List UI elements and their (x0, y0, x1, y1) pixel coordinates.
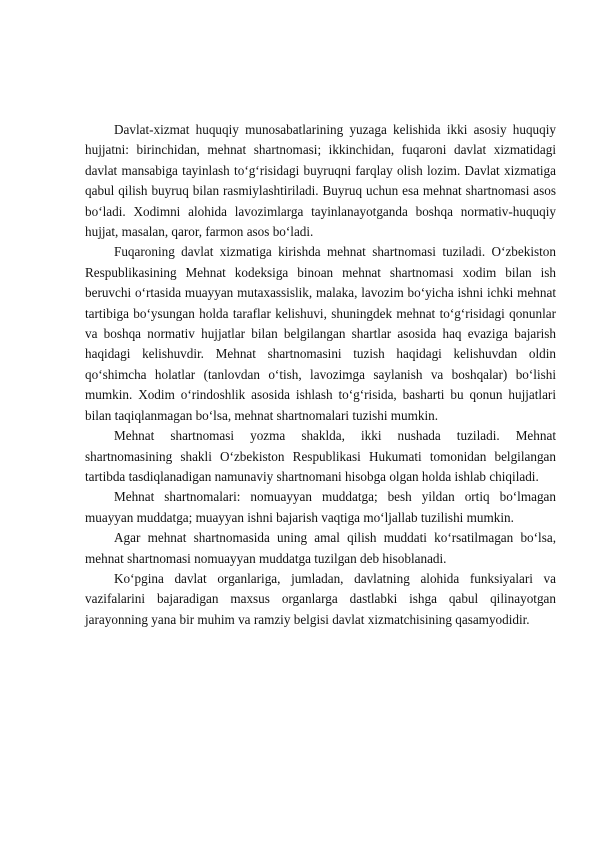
paragraph-3: Mehnat shartnomasi yozma shaklda, ikki nushada tuziladi. Mehnat shartnomasining shakli O‘zbekiston Respublikasi Hukumati tomonidan belgilangan tartibda tasdiqlanadigan namunaviy shartnomani hisobga olgan holda ishlab chiqiladi. (85, 428, 556, 484)
paragraph-4: Mehnat shartnomalari: nomuayyan muddatga; besh yildan ortiq bo‘lmagan muayyan muddatga; muayyan ishni bajarish vaqtiga mo‘ljallab tuzilishi mumkin. (85, 489, 556, 525)
paragraph-5: Agar mehnat shartnomasida uning amal qilish muddati ko‘rsatilmagan bo‘lsa, mehnat shartnomasi nomuayyan muddatga tuzilgan deb hisoblanadi. (85, 530, 556, 566)
body-text (85, 120, 556, 630)
paragraph-2: Fuqaroning davlat xizmatiga kirishda mehnat shartnomasi tuziladi. O‘zbekiston Respublikasining Mehnat kodeksiga binoan mehnat shartnomasi xodim bilan ish beruvchi o‘rtasida muayyan mutaxassislik, malaka, lavozim bo‘yicha ishni ichki mehnat tartibiga bo‘ysungan holda taraflar kelishuvi, shuningdek mehnat to‘g‘risidagi qonunlar va boshqa normativ hujjatlar bilan belgilangan shartlar asosida haq evaziga bajarish haqidagi kelishuvdir. Mehnat shartnomasini tuzish haqidagi kelishuvdan oldin qo‘shimcha holatlar (tanlovdan o‘tish, lavozimga saylanish va boshqalar) bo‘lishi mumkin. Xodim o‘rindoshlik asosida ishlash to‘g‘risida, basharti bu qonun hujjatlari bilan taqiqlanmagan bo‘lsa, mehnat shartnomalari tuzishi mumkin. (85, 244, 556, 423)
paragraph-6: Ko‘pgina davlat organlariga, jumladan, davlatning alohida funksiyalari va vazifalarini bajaradigan maxsus organlarga dastlabki ishga qabul qilinayotgan jarayonning yana bir muhim va ramziy belgisi davlat xizmatchisining qasamyodidir. (85, 570, 556, 627)
paragraph-1: Davlat-xizmat huquqiy munosabatlarining yuzaga kelishida ikki asosiy huquqiy hujjatni: birinchidan, mehnat shartnomasi; ikkinchidan, fuqaroni davlat xizmatidagi davlat mansabiga tayinlash to‘g‘risidagi buyruqni farqlay olish lozim. Davlat xizmatiga qabul qilish buyruq bilan rasmiylashtiriladi. Buyruq uchun esa mehnat shartnomasi asos bo‘ladi. Xodimni alohida lavozimlarga tayinlanayotganda boshqa normativ-huquqiy hujjat, masalan, qaror, farmon asos bo‘ladi. (85, 122, 556, 240)
